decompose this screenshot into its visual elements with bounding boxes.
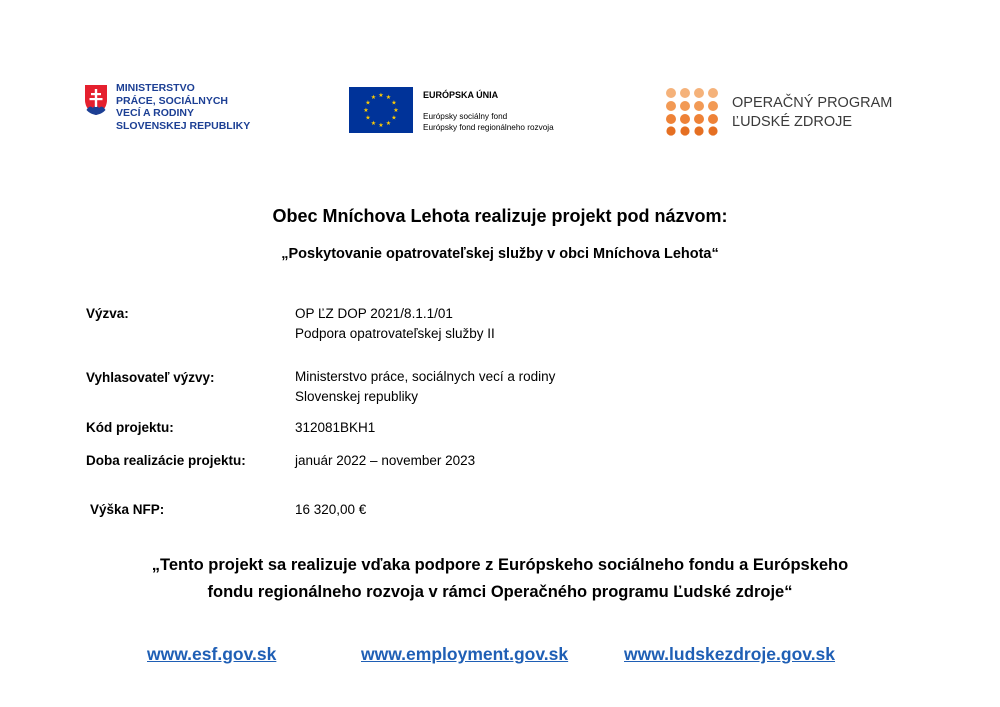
duration-label: Doba realizácie projektu: [86,453,246,468]
announcer-value [295,367,555,407]
eu-logo [349,87,589,135]
ministry-line-4: SLOVENSKEJ REPUBLIKY [116,119,251,132]
svg-text:★: ★ [370,94,377,101]
call-value-line-1: OP ĽZ DOP 2021/8.1.1/01 [295,306,453,321]
op-line-2: ĽUDSKÉ ZDROJE [732,114,853,130]
project-code-value: 312081BKH1 [295,420,376,435]
slovak-coat-of-arms-icon [84,84,108,116]
svg-text:★: ★ [385,120,392,127]
duration-value: január 2022 – november 2023 [295,453,476,468]
page-title: Obec Mníchova Lehota realizuje projekt pod názvom: [272,206,728,226]
svg-text:★: ★ [391,114,397,122]
svg-text:★: ★ [370,120,377,127]
eu-fund-line-2: Európsky fond regionálneho rozvoja [423,123,554,132]
project-code-label: Kód projektu: [86,420,174,435]
orange-dots-icon [664,86,722,136]
funding-statement [0,552,1000,606]
eu-flag-icon [349,87,413,133]
call-value-line-2: Podpora opatrovateľskej služby II [295,326,495,341]
announcer-value-line-2: Slovenskej republiky [295,389,419,404]
ministry-line-3: VECÍ A RODINY [116,107,194,120]
svg-text:★: ★ [365,99,371,107]
call-label: Výzva: [86,306,129,321]
employment-link[interactable]: www.employment.gov.sk [361,644,569,664]
svg-text:★: ★ [385,94,392,101]
svg-text:★: ★ [393,107,399,114]
svg-text:★: ★ [365,114,371,122]
ministry-logo [84,82,264,134]
ministry-line-2: PRÁCE, SOCIÁLNYCH [116,94,229,107]
amount-label: Výška NFP: [90,502,165,517]
eu-fund-line-1: Európsky sociálny fond [423,112,508,121]
funding-statement-line-2: fondu regionálneho rozvoja v rámci Operačného programu Ľudské zdroje“ [207,583,793,601]
operational-program-logo [664,86,904,138]
ministry-line-1: MINISTERSTVO [116,82,195,94]
announcer-label: Vyhlasovateľ výzvy: [86,370,215,385]
amount-value: 16 320,00 € [295,502,367,517]
project-name: „Poskytovanie opatrovateľskej služby v obci Mníchova Lehota“ [281,246,719,262]
op-line-1: OPERAČNÝ PROGRAM [732,95,893,111]
funding-statement-line-1: „Tento projekt sa realizuje vďaka podpore z Európskeho sociálneho fondu a Európskeho [151,556,849,574]
svg-text:★: ★ [378,122,384,129]
announcer-value-line-1: Ministerstvo práce, sociálnych vecí a rodiny [295,369,556,384]
svg-text:★: ★ [391,99,397,107]
ludskezdroje-link[interactable]: www.ludskezdroje.gov.sk [624,644,836,664]
svg-text:★: ★ [378,92,384,99]
call-value [295,304,495,344]
svg-text:★: ★ [363,107,369,114]
eu-heading: EURÓPSKA ÚNIA [423,90,499,100]
esf-link[interactable]: www.esf.gov.sk [147,644,277,664]
